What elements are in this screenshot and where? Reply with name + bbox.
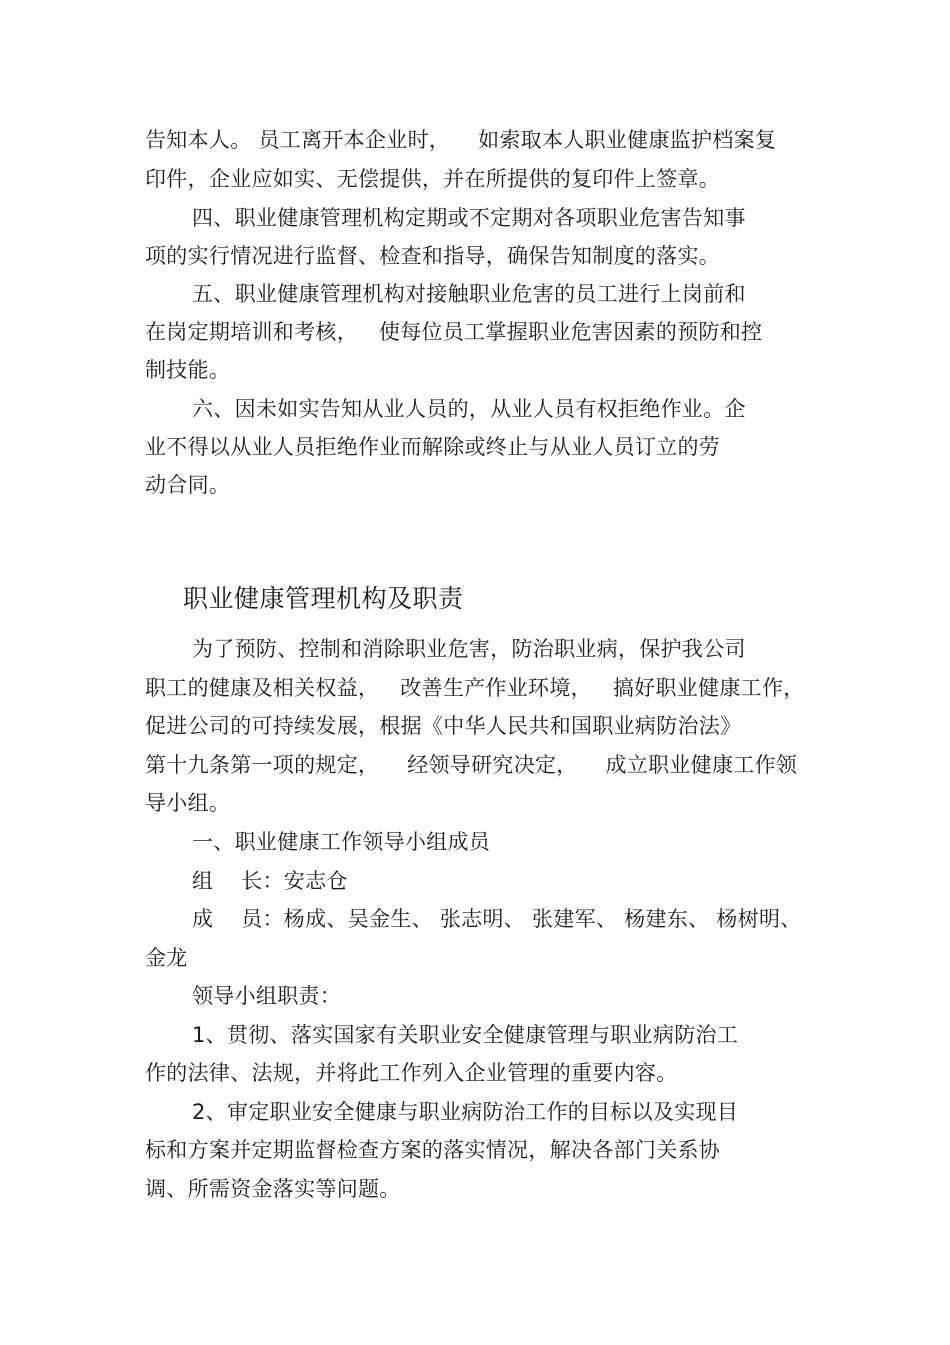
paragraph-line: 动合同。 (145, 473, 231, 497)
paragraph-line: 印件，企业应如实、无偿提供，并在所提供的复印件上签章。 (145, 167, 721, 191)
paragraph-line: 在岗定期培训和考核， 使每位员工掌握职业危害因素的预防和控 (145, 320, 763, 344)
paragraph-line: 导小组。 (145, 791, 231, 815)
list-heading: 一、职业健康工作领导小组成员 (192, 830, 491, 854)
leader-line: 组 长：安志仓 (192, 869, 348, 893)
paragraph-line: 促进公司的可持续发展，根据《中华人民共和国职业病防治法》 (145, 714, 742, 738)
duties-heading: 领导小组职责： (192, 984, 342, 1008)
paragraph-line: 第十九条第一项的规定， 经领导研究决定， 成立职业健康工作领 (145, 753, 798, 777)
paragraph-line: 为了预防、控制和消除职业危害，防治职业病，保护我公司 (192, 637, 746, 661)
paragraph-line: 2、审定职业安全健康与职业病防治工作的目标以及实现目 (192, 1100, 739, 1124)
paragraph-line: 五、职业健康管理机构对接触职业危害的员工进行上岗前和 (192, 282, 746, 306)
paragraph-line: 调、所需资金落实等问题。 (145, 1177, 401, 1201)
members-line: 成 员：杨成、吴金生、 张志明、 张建军、 杨建东、 杨树明、 (192, 907, 802, 931)
paragraph-line: 业不得以从业人员拒绝作业而解除或终止与从业人员订立的劳 (145, 435, 721, 459)
paragraph-line: 1、贯彻、落实国家有关职业安全健康管理与职业病防治工 (192, 1023, 739, 1047)
paragraph-line: 项的实行情况进行监督、检查和指导，确保告知制度的落实。 (145, 244, 721, 268)
paragraph-line: 六、因未如实告知从业人员的，从业人员有权拒绝作业。企 (192, 397, 746, 421)
paragraph-line: 制技能。 (145, 358, 231, 382)
paragraph-line: 标和方案并定期监督检查方案的落实情况，解决各部门关系协 (145, 1138, 721, 1162)
paragraph-line: 职工的健康及相关权益， 改善生产作业环境， 搞好职业健康工作， (145, 676, 805, 700)
paragraph-line: 告知本人。 员工离开本企业时， 如索取本人职业健康监护档案复 (145, 128, 777, 152)
section-title: 职业健康管理机构及职责 (183, 584, 464, 613)
paragraph-line: 作的法律、法规，并将此工作列入企业管理的重要内容。 (145, 1061, 678, 1085)
paragraph-line: 四、职业健康管理机构定期或不定期对各项职业危害告知事 (192, 206, 746, 230)
members-line-cont: 金龙 (145, 946, 188, 970)
